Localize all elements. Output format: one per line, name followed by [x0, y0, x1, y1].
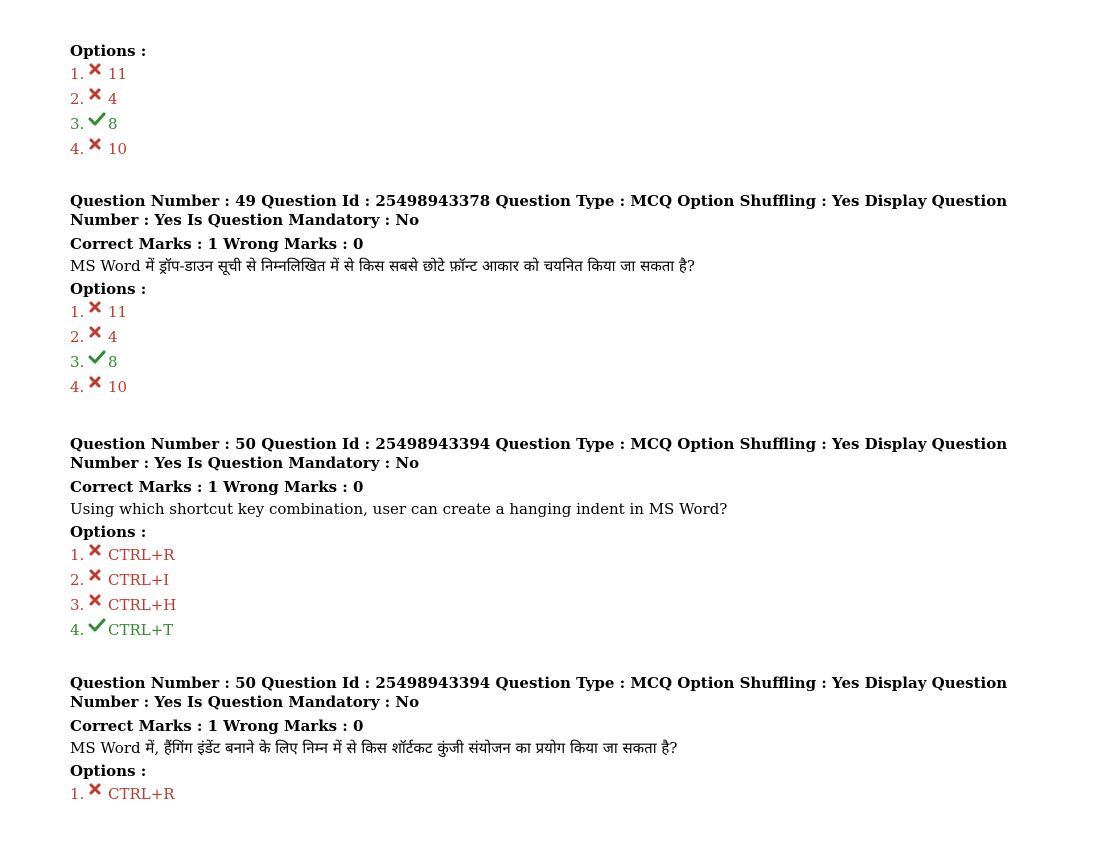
option-item: [70, 137, 1030, 162]
option-number: 2.: [70, 90, 85, 108]
option-item: [70, 62, 1030, 87]
question-block: [70, 435, 1030, 643]
options-list: [70, 543, 1030, 643]
question-marks: Correct Marks : 1 Wrong Marks : 0: [70, 235, 364, 253]
question-block: [70, 192, 1030, 400]
option-text: 11: [108, 65, 128, 83]
cross-icon: [88, 300, 108, 316]
option-number: 4.: [70, 378, 85, 396]
option-text: CTRL+H: [108, 596, 177, 614]
check-icon: [88, 112, 108, 128]
option-item: [70, 350, 1030, 375]
option-number: 3.: [70, 115, 85, 133]
option-item: [70, 87, 1030, 112]
options-list: [70, 300, 1030, 400]
options-label: Options :: [70, 42, 147, 60]
question-meta: Question Number : 50 Question Id : 25498943394 Question Type : MCQ Option Shuffling : Yes Display Question Number : Yes Is Question Mandatory : No: [70, 435, 1008, 472]
options-label: Options :: [70, 523, 147, 541]
options-list: [70, 62, 1030, 162]
option-text: CTRL+R: [108, 785, 175, 803]
question-block: [70, 674, 1030, 807]
option-text: 4: [108, 90, 118, 108]
option-number: 1.: [70, 785, 85, 803]
option-number: 4.: [70, 621, 85, 639]
option-item: [70, 618, 1030, 643]
option-text: CTRL+T: [108, 621, 174, 639]
option-text: 10: [108, 140, 128, 158]
option-text: 11: [108, 303, 128, 321]
cross-icon: [88, 782, 108, 798]
option-item: [70, 325, 1030, 350]
question-meta: Question Number : 50 Question Id : 25498943394 Question Type : MCQ Option Shuffling : Yes Display Question Number : Yes Is Question Mandatory : No: [70, 674, 1008, 711]
option-number: 1.: [70, 65, 85, 83]
option-item: [70, 112, 1030, 137]
question-text: MS Word में ड्रॉप-डाउन सूची से निम्नलिखित में से किस सबसे छोटे फ़ॉन्ट आकार को चयनित किया जा सकता है?: [70, 257, 695, 275]
option-text: 8: [108, 115, 118, 133]
option-item: [70, 300, 1030, 325]
option-text: 10: [108, 378, 128, 396]
option-item: [70, 543, 1030, 568]
option-text: CTRL+I: [108, 571, 170, 589]
option-text: CTRL+R: [108, 546, 175, 564]
cross-icon: [88, 568, 108, 584]
question-block: [70, 40, 1030, 162]
question-marks: Correct Marks : 1 Wrong Marks : 0: [70, 717, 364, 735]
option-item: [70, 593, 1030, 618]
cross-icon: [88, 375, 108, 391]
question-text: Using which shortcut key combination, user can create a hanging indent in MS Word?: [70, 500, 728, 518]
cross-icon: [88, 137, 108, 153]
cross-icon: [88, 593, 108, 609]
option-number: 3.: [70, 353, 85, 371]
cross-icon: [88, 325, 108, 341]
cross-icon: [88, 543, 108, 559]
options-list: [70, 782, 1030, 807]
option-number: 1.: [70, 546, 85, 564]
option-item: [70, 375, 1030, 400]
option-number: 2.: [70, 571, 85, 589]
option-number: 3.: [70, 596, 85, 614]
question-meta: Question Number : 49 Question Id : 25498943378 Question Type : MCQ Option Shuffling : Yes Display Question Number : Yes Is Question Mandatory : No: [70, 192, 1008, 229]
question-text: MS Word में, हैंगिंग इंडेंट बनाने के लिए निम्न में से किस शॉर्टकट कुंजी संयोजन का प्रयोग किया जा सकता है?: [70, 739, 678, 757]
option-number: 1.: [70, 303, 85, 321]
check-icon: [88, 350, 108, 366]
cross-icon: [88, 87, 108, 103]
cross-icon: [88, 62, 108, 78]
question-marks: Correct Marks : 1 Wrong Marks : 0: [70, 478, 364, 496]
option-item: [70, 568, 1030, 593]
option-number: 4.: [70, 140, 85, 158]
option-number: 2.: [70, 328, 85, 346]
option-text: 8: [108, 353, 118, 371]
option-text: 4: [108, 328, 118, 346]
options-label: Options :: [70, 280, 147, 298]
option-item: [70, 782, 1030, 807]
options-label: Options :: [70, 762, 147, 780]
check-icon: [88, 618, 108, 634]
